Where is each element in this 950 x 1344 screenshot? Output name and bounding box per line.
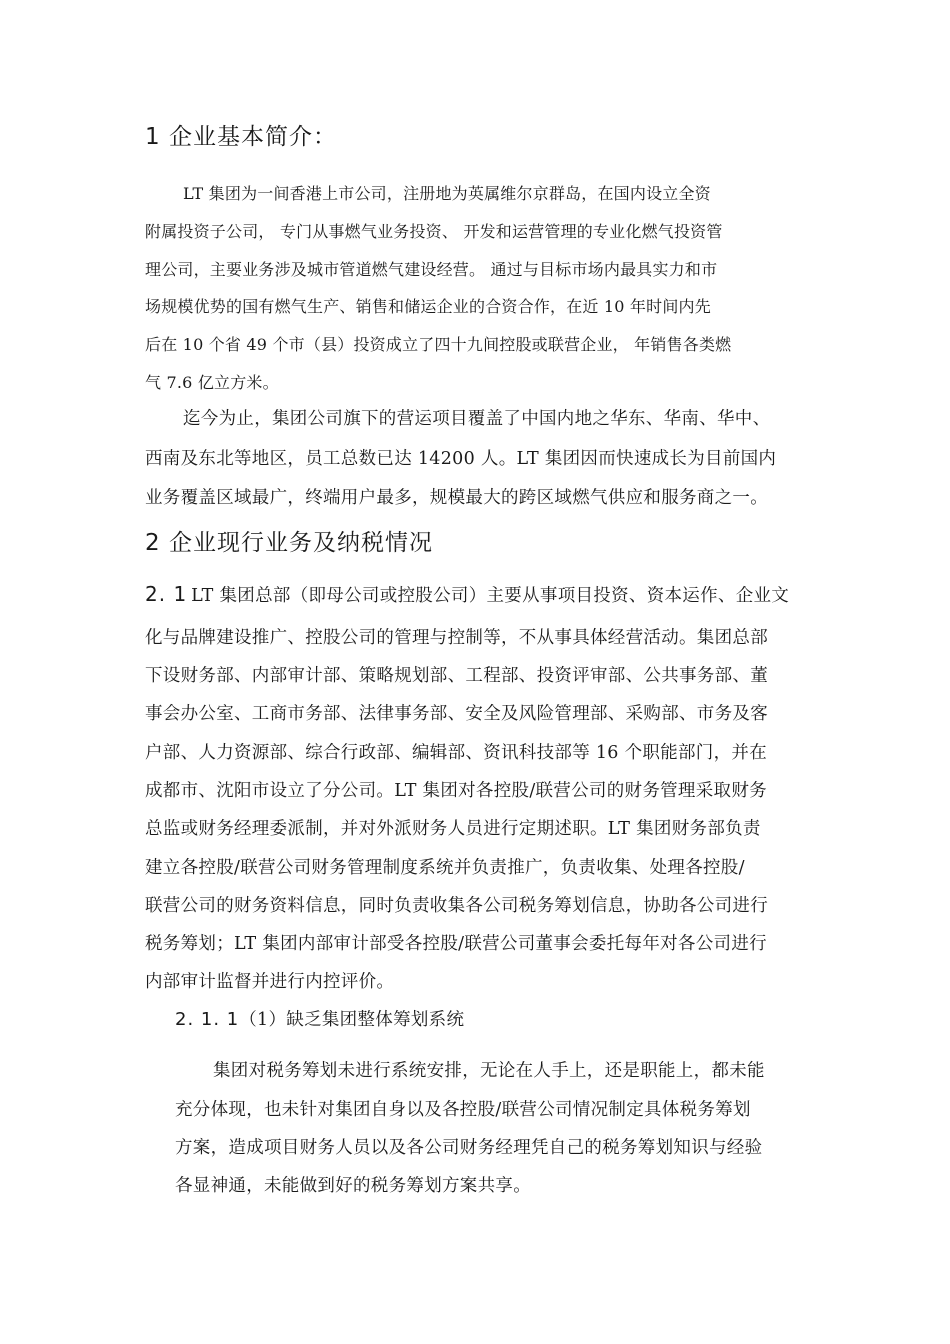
section-2-heading: 2 企业现行业务及纳税情况	[145, 530, 433, 556]
paragraph-line: 方案，造成项目财务人员以及各公司财务经理凭自己的税务筹划知识与经验	[175, 1138, 763, 1158]
paragraph-line: LT 集团为一间香港上市公司，注册地为英属维尔京群岛，在国内设立全资	[183, 184, 711, 203]
paragraph-line: 下设财务部、内部审计部、策略规划部、工程部、投资评审部、公共事务部、董	[145, 666, 768, 686]
paragraph-line: 充分体现，也未针对集团自身以及各控股/联营公司情况制定具体税务筹划	[175, 1100, 751, 1120]
paragraph-line: 气 7.6 亿立方米。	[145, 373, 279, 392]
paragraph-line: 集团对税务筹划未进行系统安排，无论在人手上，还是职能上，都未能	[213, 1061, 765, 1081]
paragraph-line: 总监或财务经理委派制，并对外派财务人员进行定期述职。LT 集团财务部负责	[145, 819, 761, 839]
paragraph-line: 场规模优势的国有燃气生产、销售和储运企业的合资合作，在近 10 年时间内先	[145, 297, 711, 316]
paragraph-line: LT 集团总部（即母公司或控股公司）主要从事项目投资、资本运作、企业文	[191, 586, 790, 606]
section-2-1-number: 2. 1	[145, 582, 188, 606]
paragraph-line: 事会办公室、工商市务部、法律事务部、安全及风险管理部、采购部、市务及客	[145, 704, 768, 724]
section-2-1-1-title: （1）缺乏集团整体筹划系统	[239, 1010, 465, 1030]
paragraph-line: 后在 10 个省 49 个市（县）投资成立了四十九间控股或联营企业， 年销售各类燃	[145, 335, 732, 354]
paragraph-line: 业务覆盖区域最广，终端用户最多，规模最大的跨区域燃气供应和服务商之一。	[145, 488, 768, 508]
section-2-1-first-line	[145, 582, 789, 607]
section-2-1-1-heading	[175, 1006, 464, 1031]
paragraph-line: 内部审计监督并进行内控评价。	[145, 972, 395, 992]
paragraph-line: 户部、人力资源部、综合行政部、编辑部、资讯科技部等 16 个职能部门，并在	[145, 743, 767, 763]
paragraph-line: 建立各控股/联营公司财务管理制度系统并负责推广，负责收集、处理各控股/	[145, 858, 745, 878]
paragraph-line: 迄今为止，集团公司旗下的营运项目覆盖了中国内地之华东、华南、华中、	[183, 409, 771, 429]
paragraph-line: 联营公司的财务资料信息，同时负责收集各公司税务筹划信息，协助各公司进行	[145, 896, 768, 916]
paragraph-line: 理公司，主要业务涉及城市管道燃气建设经营。 通过与目标市场内最具实力和市	[145, 260, 718, 279]
section-2-1-1-number: 2. 1. 1	[175, 1009, 240, 1030]
section-1-heading: 1 企业基本简介：	[145, 124, 337, 150]
paragraph-line: 税务筹划；LT 集团内部审计部受各控股/联营公司董事会委托每年对各公司进行	[145, 934, 767, 954]
paragraph-line: 西南及东北等地区，员工总数已达 14200 人。LT 集团因而快速成长为目前国内	[145, 449, 777, 469]
paragraph-line: 化与品牌建设推广、控股公司的管理与控制等，不从事具体经营活动。集团总部	[145, 628, 768, 648]
paragraph-line: 各显神通，未能做到好的税务筹划方案共享。	[175, 1176, 531, 1196]
paragraph-line: 成都市、沈阳市设立了分公司。LT 集团对各控股/联营公司的财务管理采取财务	[145, 781, 767, 801]
paragraph-line: 附属投资子公司， 专门从事燃气业务投资、 开发和运营管理的专业化燃气投资管	[145, 222, 723, 241]
